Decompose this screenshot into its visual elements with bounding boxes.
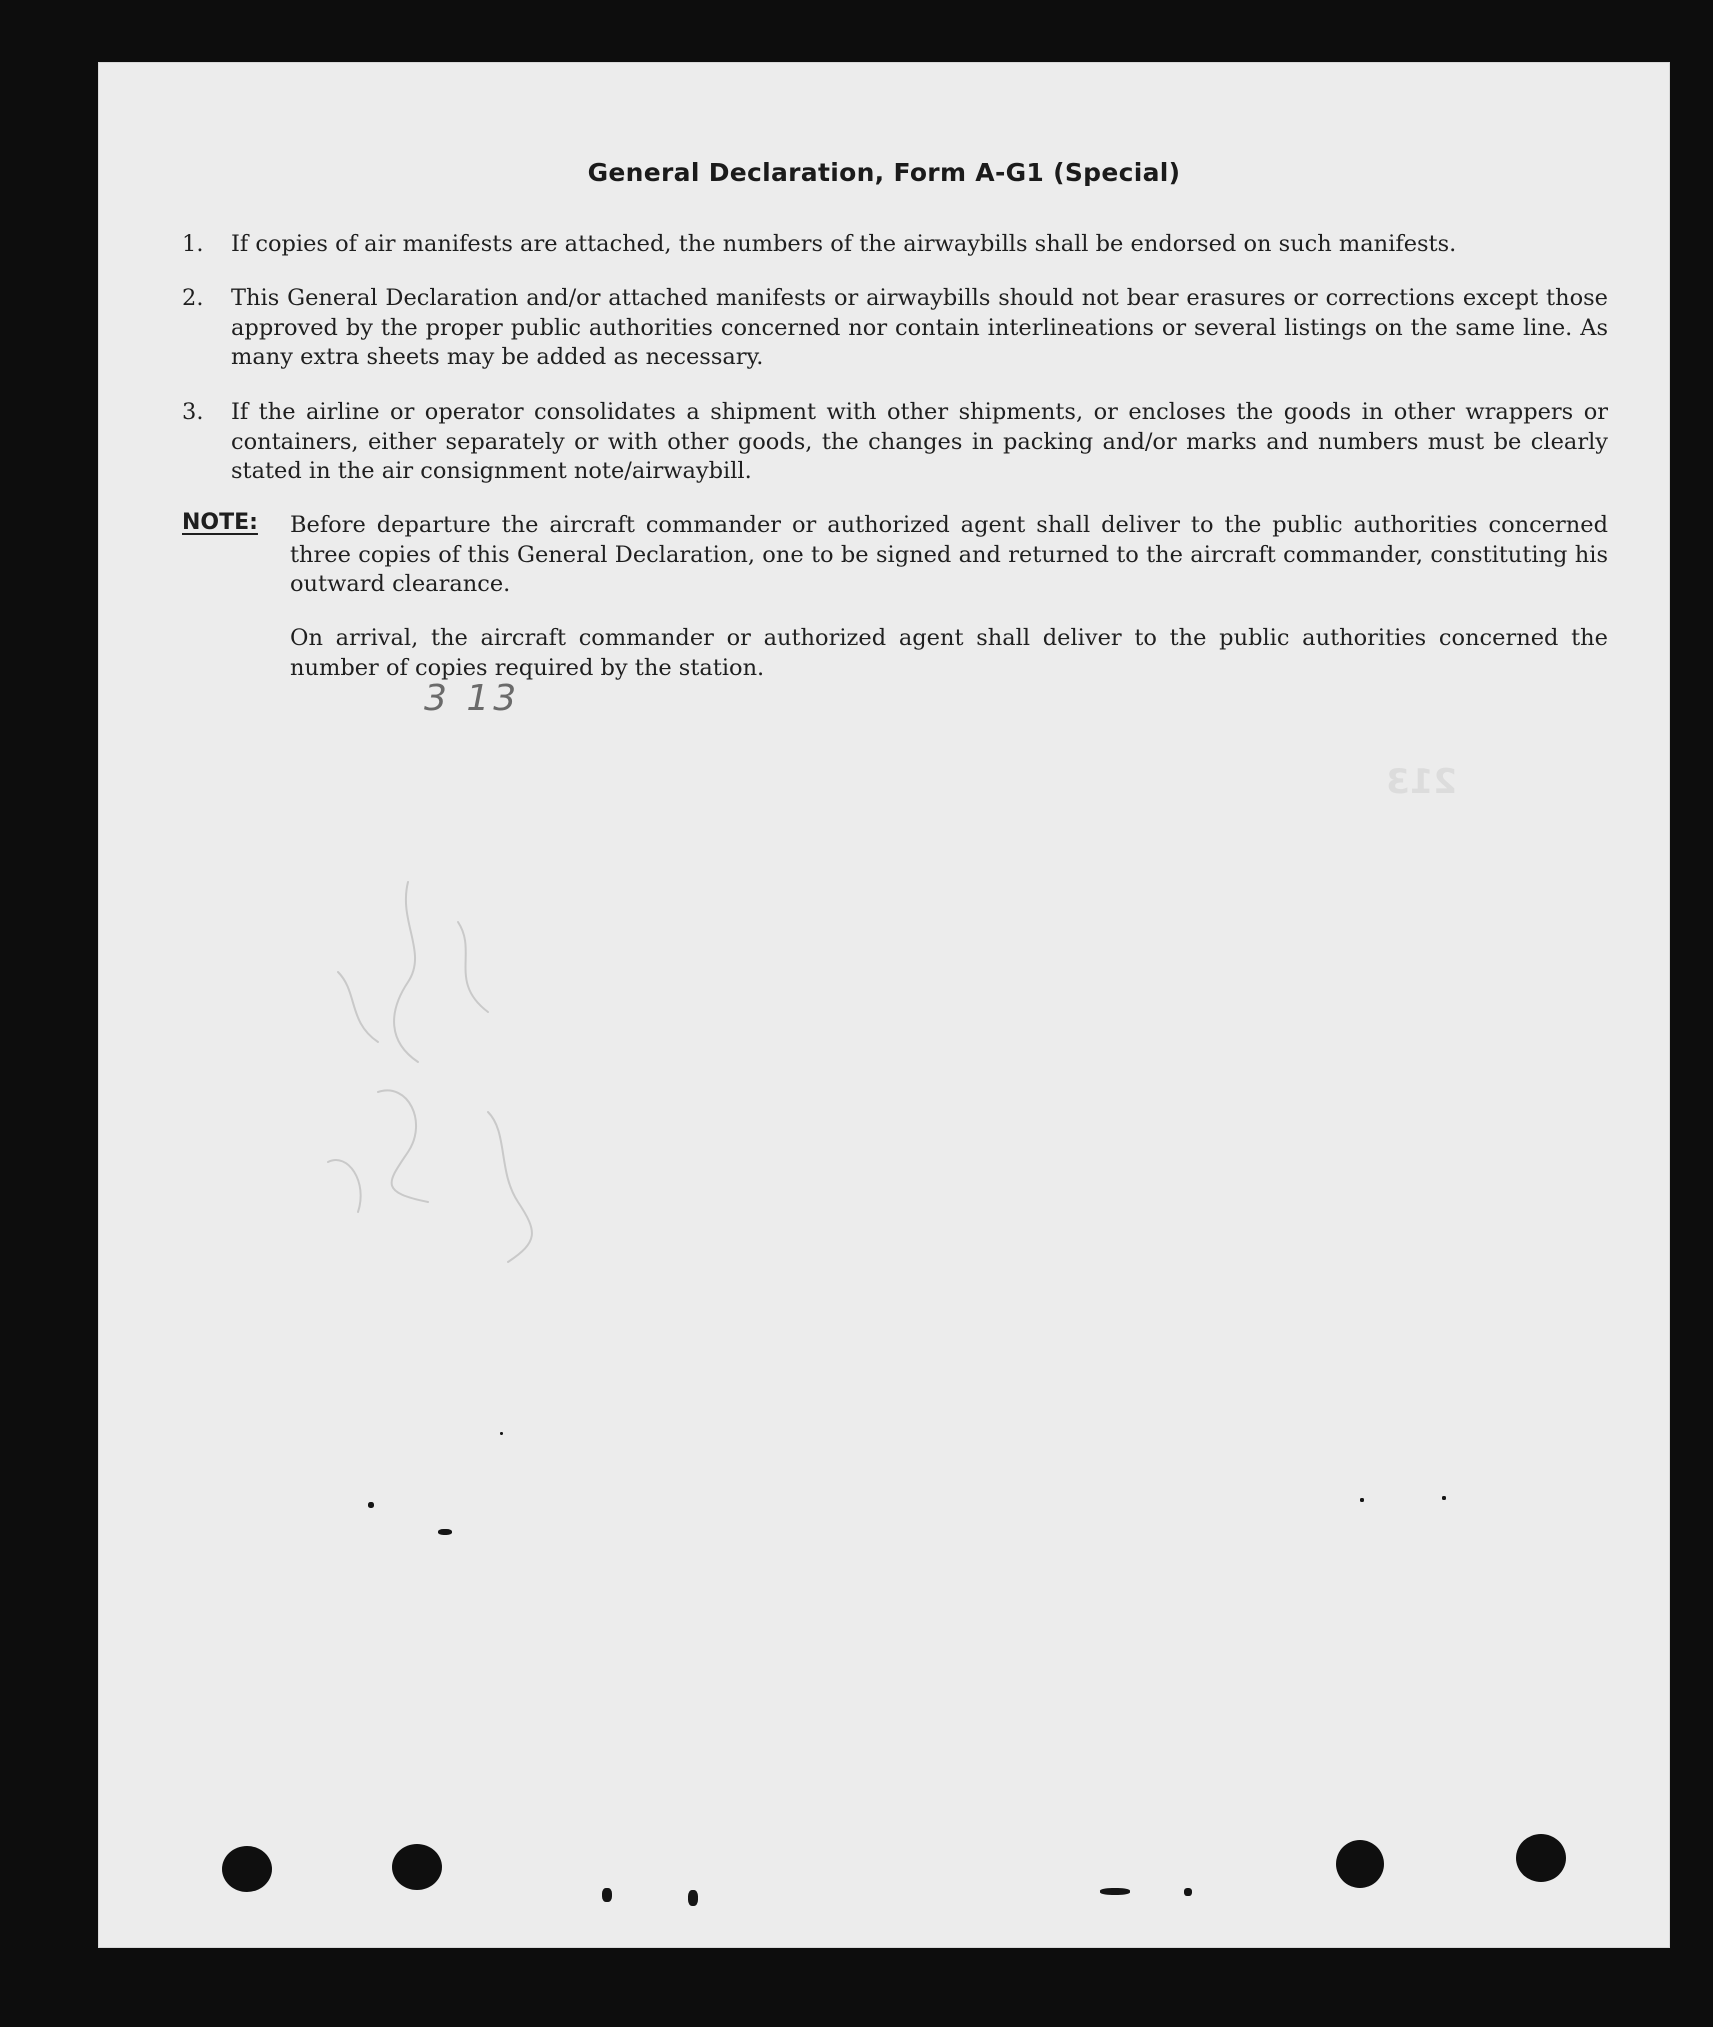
note-label: NOTE: — [182, 510, 258, 535]
speck — [602, 1888, 612, 1902]
punch-hole — [392, 1844, 442, 1890]
punch-hole — [222, 1846, 272, 1892]
punch-hole — [1516, 1834, 1566, 1882]
item-text: If copies of air manifests are attached, the numbers of the airwaybills shall be endorsed on such manifests. — [231, 231, 1457, 257]
speck — [1100, 1888, 1130, 1895]
faint-scribble — [258, 862, 578, 1282]
item-number: 1. — [182, 231, 204, 257]
punch-hole — [1336, 1840, 1384, 1888]
item-text: If the airline or operator consolidates a shipment with other shipments, or encloses the goods in other wrappers or containers, either separately or with other goods, the changes in packing and/or marks and numbers must be clearly stated in the air consignment note/airwaybill. — [231, 399, 1608, 484]
speck — [1360, 1498, 1364, 1502]
speck — [368, 1502, 374, 1508]
document-title: General Declaration, Form A-G1 (Special) — [587, 158, 1181, 187]
item-text: This General Declaration and/or attached manifests or airwaybills should not bear erasures or corrections except those approved by the proper public authorities concerned nor contain interlineations or several listings on the same line. As many extra sheets may be added as necessary. — [231, 285, 1608, 370]
bleed-through-mark: 213 — [1386, 762, 1457, 802]
speck — [688, 1890, 698, 1906]
note-paragraph-arrival: On arrival, the aircraft commander or authorized agent shall deliver to the public authorities concerned the number of copies required by the station. — [290, 625, 1608, 681]
instruction-item-2 — [182, 284, 1608, 373]
speck — [1442, 1496, 1446, 1500]
document-page — [98, 62, 1670, 1948]
item-number: 2. — [182, 285, 204, 311]
note-paragraph-departure: Before departure the aircraft commander or authorized agent shall deliver to the public authorities concerned three copies of this General Declaration, one to be signed and returned to the aircraft commander, constituting his outward clearance. — [290, 512, 1608, 597]
item-number: 3. — [182, 399, 204, 425]
handwritten-annotation: 3 13 — [424, 678, 521, 719]
instruction-item-1 — [182, 230, 1608, 260]
speck — [1184, 1888, 1192, 1896]
instruction-item-3 — [182, 398, 1608, 487]
speck — [438, 1529, 452, 1535]
speck — [500, 1432, 503, 1435]
